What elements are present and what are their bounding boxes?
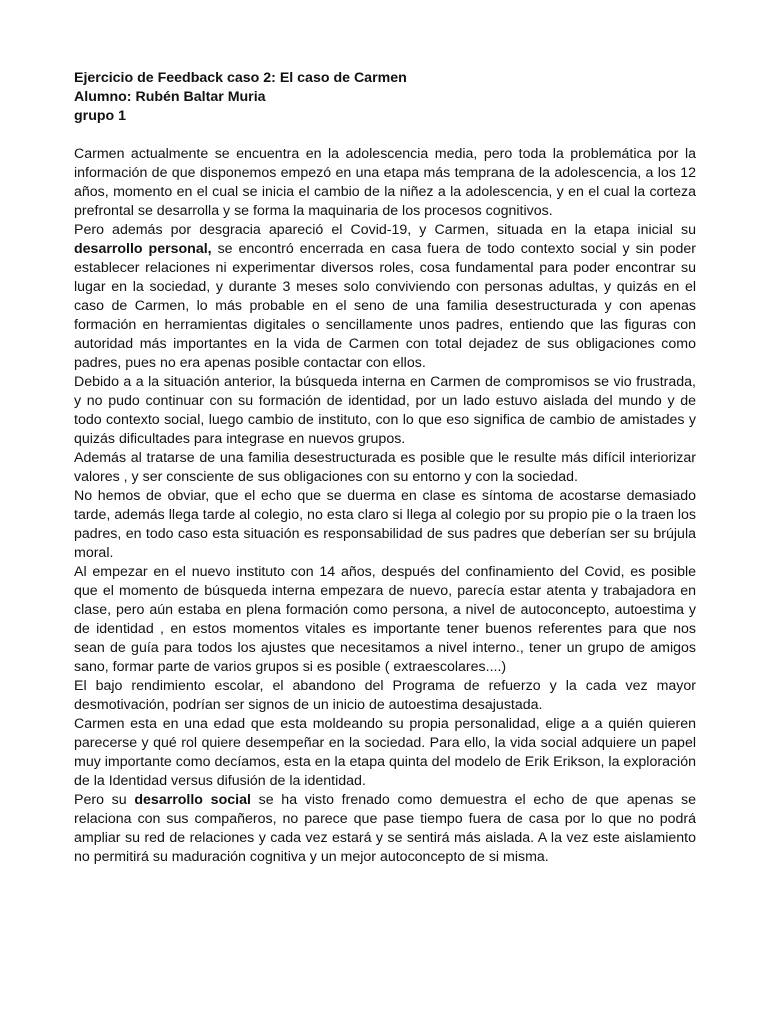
document-page [74, 69, 696, 867]
paragraph-5: No hemos de obviar, que el echo que se duerma en clase es síntoma de acostarse demasiado tarde, además llega tarde al colegio, no esta claro si llega al colegio por su propio pie o la traen los padres, en todo caso esta situación es responsabilidad de sus padres que deberían ser su brújula moral. [74, 488, 696, 561]
paragraph-2-rest: se encontró encerrada en casa fuera de todo contexto social y sin poder establecer relaciones ni experimentar diversos roles, cosa fundamental para poder encontrar su lugar en la sociedad, y durante 3 meses solo conviviendo con personas adultas, y quizás en el caso de Carmen, lo más probable en el seno de una familia desestructurada y con apenas formación en herramientas digitales o sencillamente unos padres, entiendo que las figuras con autoridad más importantes en la vida de Carmen con total dejadez de sus obligaciones como padres, pues no era apenas posible contactar con ellos. [74, 241, 696, 371]
header-spacer [74, 126, 696, 145]
group-label: grupo 1 [74, 108, 127, 124]
paragraph-2-start: Pero además por desgracia apareció el Covid-19, y Carmen, situada en la etapa inicial su [74, 222, 696, 238]
paragraph-6: Al empezar en el nuevo instituto con 14 años, después del confinamiento del Covid, es posible que el momento de búsqueda interna empezara de nuevo, parecía estar atenta y trabajadora en clase, pero aún estaba en plena formación como persona, a nivel de autoconcepto, autoestima y de identidad , en estos momentos vitales es importante tener buenos referentes para que nos sean de guía para todos los ajustes que necesitamos a nivel interno., tener un grupo de amigos sano, formar parte de varios grupos si es posible ( extraescolares....) [74, 564, 696, 675]
paragraph-2-bold-term: desarrollo personal, [74, 241, 212, 257]
paragraph-1: Carmen actualmente se encuentra en la adolescencia media, pero toda la problemática por la información de que disponemos empezó en una etapa más temprana de la adolescencia, a los 12 años, momento en el cual se inicia el cambio de la niñez a la adolescencia, y en el cual la corteza prefrontal se desarrolla y se forma la maquinaria de los procesos cognitivos. [74, 146, 696, 219]
paragraph-9-start: Pero su [74, 792, 135, 808]
student-name: Alumno: Rubén Baltar Muria [74, 89, 266, 105]
paragraph-9-rest: se ha visto frenado como demuestra el echo de que apenas se relaciona con sus compañeros, no parece que pase tiempo fuera de casa por lo que no podrá ampliar su red de relaciones y cada vez estará y se sentirá más aislada. A la vez este aislamiento no permitirá su maduración cognitiva y un mejor autoconcepto de si misma. [74, 792, 696, 865]
paragraph-7: El bajo rendimiento escolar, el abandono del Programa de refuerzo y la cada vez mayor desmotivación, podrían ser signos de un inicio de autoestima desajustada. [74, 678, 696, 713]
paragraph-4: Además al tratarse de una familia desestructurada es posible que le resulte más difícil interiorizar valores , y ser consciente de sus obligaciones con su entorno y con la sociedad. [74, 450, 696, 485]
paragraph-8: Carmen esta en una edad que esta moldeando su propia personalidad, elige a a quién quieren parecerse y qué rol quiere desempeñar en la sociedad. Para ello, la vida social adquiere un papel muy importante como decíamos, esta en la etapa quinta del modelo de Erik Erikson, la exploración de la Identidad versus difusión de la identidad. [74, 716, 696, 789]
paragraph-3: Debido a a la situación anterior, la búsqueda interna en Carmen de compromisos se vio frustrada, y no pudo continuar con su formación de identidad, por un lado estuvo aislada del mundo y de todo contexto social, luego cambio de instituto, con lo que eso significa de cambio de amistades y quizás dificultades para integrase en nuevos grupos. [74, 374, 696, 447]
paragraph-9-bold-term: desarrollo social [134, 792, 251, 808]
paragraph-2 [74, 221, 696, 373]
document-title: Ejercicio de Feedback caso 2: El caso de Carmen [74, 70, 407, 86]
paragraph-9 [74, 791, 696, 867]
